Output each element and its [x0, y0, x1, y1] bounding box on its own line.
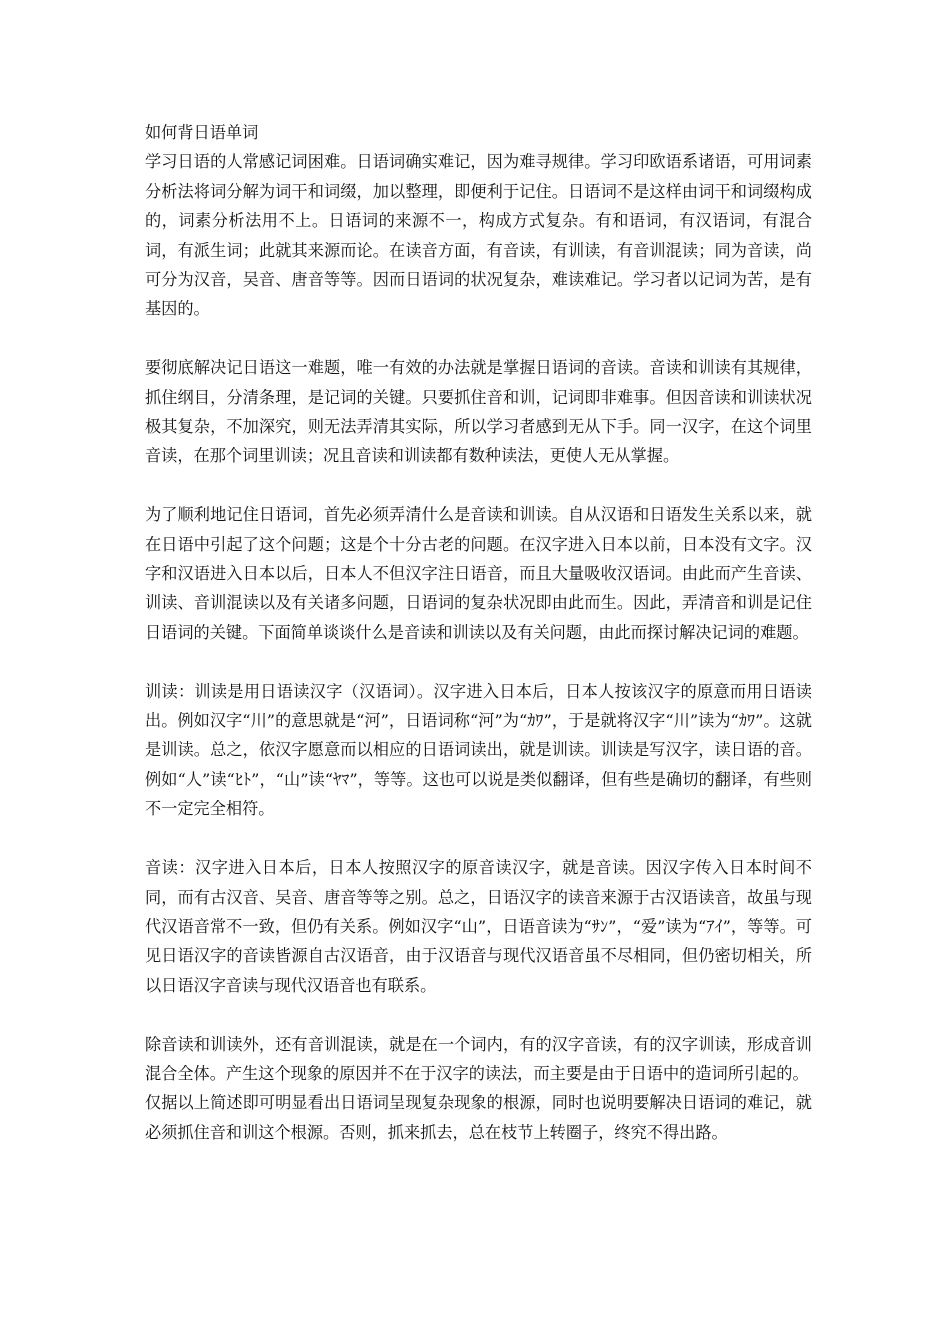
paragraph-conclusion: 仅据以上简述即可明显看出日语词呈现复杂现象的根源，同时也说明要解决日语词的难记，就必须抓住音和训这个根源。否则，抓来抓去，总在枝节上转圈子，终究不得出路。 [145, 1093, 812, 1142]
paragraph-intro: 学习日语的人常感记词困难。日语词确实难记，因为难寻规律。学习印欧语系诸语，可用词素分析法将词分解为词干和词缀，加以整理，即便利于记住。日语词不是这样由词干和词缀构成的，词素分析法用不上。日语词的来源不一，构成方式复杂。有和语词，有汉语词，有混合词，有派生词；此就其来源而论。在读音方面，有音读，有训读，有音训混读；同为音读，尚可分为汉音，吴音、唐音等等。因而日语词的状况复杂，难读难记。学习者以记词为苦，是有基因的。 [145, 152, 812, 319]
paragraph-spacer [145, 324, 812, 353]
paragraph-spacer [145, 824, 812, 853]
paragraph-onyomi: 音读：汉字进入日本后，日本人按照汉字的原音读汉字，就是音读。因汉字传入日本时间不同，而有古汉音、吴音、唐音等等之别。总之，日语汉字的读音来源于古汉语读音，故虽与现代汉语音常不一致，但仍有关系。例如汉字“山”，日语音读为“ｻﾝ”，“爱”读为“ｱｲ”，等等。可见日语汉字的音读皆源自古汉语音，由于汉语音与现代汉语音虽不尽相同，但仍密切相关，所以日语汉字音读与现代汉语音也有联系。 [145, 858, 812, 995]
paragraph-spacer [145, 1000, 812, 1029]
document-title: 如何背日语单词 [145, 123, 259, 142]
paragraph-solution: 要彻底解决记日语这一难题，唯一有效的办法就是掌握日语词的音读。音读和训读有其规律，抓住纲目，分清条理，是记词的关键。只要抓住音和训，记词即非难事。但因音读和训读状况极其复杂，不加深究，则无法弄清其实际，所以学习者感到无从下手。同一汉字，在这个词里音读，在那个词里训读；况且音读和训读都有数种读法，更使人无从掌握。 [145, 358, 812, 466]
paragraph-kunyomi: 训读：训读是用日语读汉字（汉语词）。汉字进入日本后，日本人按该汉字的原意而用日语读出。例如汉字“川”的意思就是“河”，日语词称“河”为“ｶﾜ”，于是就将汉字“川”读为“ｶﾜ”。这就是训读。总之，依汉字愿意而以相应的日语词读出，就是训读。训读是写汉字，读日语的音。例如“人”读“ﾋﾄ”，“山”读“ﾔﾏ”，等等。这也可以说是类似翻译，但有些是确切的翻译，有些则不一定完全相符。 [145, 681, 812, 819]
paragraph-onyomi-kunyomi-origin: 为了顺利地记住日语词，首先必须弄清什么是音读和训读。自从汉语和日语发生关系以来，就在日语中引起了这个问题；这是个十分古老的问题。在汉字进入日本以前，日本没有文字。汉字和汉语进入日本以后，日本人不但汉字注日语音，而且大量吸收汉语词。由此而产生音读、训读、音训混读以及有关诸多问题，日语词的复杂状况即由此而生。因此，弄清音和训是记住日语词的关键。下面简单谈谈什么是音读和训读以及有关问题，由此而探讨解决记词的难题。 [145, 505, 812, 642]
paragraph-spacer [145, 647, 812, 676]
paragraph-mixed-reading: 除音读和训读外，还有音训混读，就是在一个词内，有的汉字音读，有的汉字训读，形成音训混合全体。产生这个现象的原因并不在于汉字的读法，而主要是由于日语中的造词所引起的。 [145, 1034, 812, 1083]
document-body [145, 118, 812, 1147]
paragraph-spacer [145, 471, 812, 500]
